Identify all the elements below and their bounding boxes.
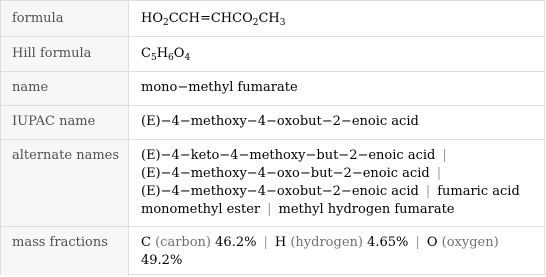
alternate-name-text: methyl hydrogen fumarate bbox=[278, 202, 455, 217]
alternate-name-text: (E)−4−methoxy−4−oxo−but−2−enoic acid bbox=[141, 166, 430, 181]
label-cell bbox=[1, 106, 129, 139]
oxygen-name: (oxygen) bbox=[441, 235, 499, 250]
separator: | bbox=[267, 202, 272, 217]
carbon-value: 46.2% bbox=[215, 235, 257, 250]
name-value: mono−methyl fumarate bbox=[141, 80, 298, 95]
subscript: 2 bbox=[252, 18, 259, 28]
separator: | bbox=[263, 235, 268, 250]
label-cell bbox=[1, 140, 129, 226]
row-name bbox=[1, 71, 544, 105]
separator: | bbox=[425, 184, 431, 199]
subscript: 5 bbox=[150, 53, 157, 63]
hydrogen-value: 4.65% bbox=[367, 235, 409, 250]
row-formula bbox=[1, 1, 544, 36]
name-label: name bbox=[12, 80, 49, 95]
alternate-name-line-1 bbox=[141, 148, 454, 163]
subscript: 4 bbox=[184, 53, 191, 63]
row-alternate-names bbox=[1, 139, 544, 226]
alternate-name-text: (E)−4−keto−4−methoxy−but−2−enoic acid bbox=[141, 148, 436, 163]
subscript: 3 bbox=[279, 18, 286, 28]
separator: | bbox=[442, 148, 447, 163]
hill-formula-label: Hill formula bbox=[12, 46, 92, 61]
iupac-name-label: IUPAC name bbox=[12, 114, 96, 129]
mass-fractions-label: mass fractions bbox=[12, 235, 108, 250]
alternate-name-line-3 bbox=[141, 184, 520, 199]
alternate-name-line-4 bbox=[141, 202, 455, 217]
hydrogen-symbol: H bbox=[274, 235, 287, 250]
row-iupac-name bbox=[1, 105, 544, 139]
formula-label: formula bbox=[12, 11, 64, 26]
oxygen-symbol: O bbox=[426, 235, 438, 250]
iupac-name-value: (E)−4−methoxy−4−oxobut−2−enoic acid bbox=[141, 114, 419, 129]
alternate-name-line-2 bbox=[141, 166, 448, 181]
alternate-name-text: (E)−4−methoxy−4−oxobut−2−enoic acid bbox=[141, 184, 419, 199]
alternate-name-text: monomethyl ester bbox=[141, 202, 261, 217]
carbon-symbol: C bbox=[141, 235, 151, 250]
label-cell bbox=[1, 227, 129, 276]
mass-fractions-line-1 bbox=[141, 235, 499, 250]
row-mass-fractions bbox=[1, 226, 544, 276]
label-cell bbox=[1, 37, 129, 71]
label-cell bbox=[1, 72, 129, 105]
separator: | bbox=[415, 235, 420, 250]
alternate-name-text: fumaric acid bbox=[437, 184, 520, 199]
hydrogen-name: (hydrogen) bbox=[290, 235, 363, 250]
separator: | bbox=[436, 166, 442, 181]
mass-fractions-line-2: 49.2% bbox=[141, 253, 183, 268]
hill-formula-value: $C_5H_6O_4$ bbox=[141, 46, 191, 63]
subscript: 2 bbox=[163, 18, 169, 28]
label-cell bbox=[1, 1, 129, 36]
carbon-name: (carbon) bbox=[155, 235, 212, 250]
row-hill-formula bbox=[1, 36, 544, 71]
alternate-names-label: alternate names bbox=[12, 148, 120, 163]
formula-value: $HO_2CCH=CHCO_2CH_3$ bbox=[141, 11, 286, 28]
subscript: 6 bbox=[168, 53, 174, 63]
